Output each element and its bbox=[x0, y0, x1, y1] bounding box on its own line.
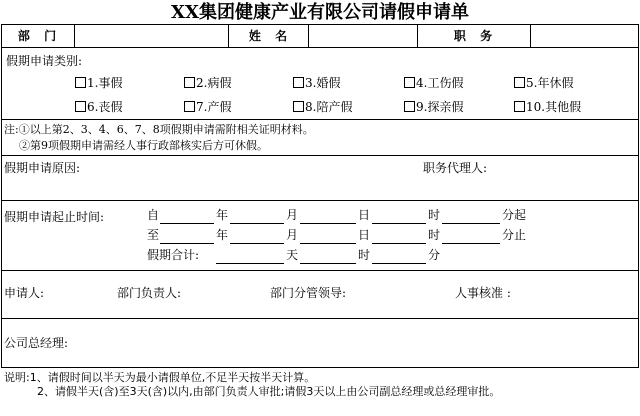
position-field[interactable] bbox=[531, 25, 637, 46]
leave-type-label-9: 9.探亲假 bbox=[416, 100, 464, 114]
leave-types-label: 假期申请类别: bbox=[6, 54, 83, 68]
time-bottom bbox=[1, 270, 639, 271]
approvals-bottom bbox=[1, 318, 639, 319]
department-field[interactable] bbox=[75, 25, 227, 46]
reason-label: 假期申请原因: bbox=[4, 161, 81, 175]
start-month-input[interactable] bbox=[230, 223, 284, 224]
end-minute-input[interactable] bbox=[442, 243, 500, 244]
end-month-unit: 月 bbox=[286, 228, 299, 242]
form-title: XX集团健康产业有限公司请假申请单 bbox=[171, 2, 469, 23]
total-hours-input[interactable] bbox=[300, 263, 356, 264]
reason-field[interactable] bbox=[90, 158, 410, 198]
time-label: 假期申请起止时间: bbox=[4, 210, 105, 224]
start-hour-unit: 时 bbox=[428, 208, 441, 222]
leave-type-checkbox-2[interactable] bbox=[184, 77, 195, 88]
end-hour-input[interactable] bbox=[372, 243, 426, 244]
leave-type-label-10: 10.其他假 bbox=[526, 100, 582, 114]
agent-field[interactable] bbox=[500, 158, 634, 198]
total-hours-unit: 时 bbox=[358, 248, 371, 262]
note-line-1: 注:①以上第2、3、4、6、7、8项假期申请需附相关证明材料。 bbox=[4, 123, 314, 136]
start-hour-input[interactable] bbox=[372, 223, 426, 224]
end-minute-unit: 分止 bbox=[502, 228, 527, 242]
note-line-2: ②第9项假期申请需经人事行政部核实后方可休假。 bbox=[19, 139, 268, 152]
dept-head-label: 部门负责人: bbox=[117, 286, 182, 300]
end-hour-unit: 时 bbox=[428, 228, 441, 242]
table-bottom-border bbox=[1, 367, 639, 368]
leave-type-label-1: 1.事假 bbox=[87, 76, 123, 90]
start-minute-unit: 分起 bbox=[502, 208, 527, 222]
start-minute-input[interactable] bbox=[442, 223, 500, 224]
agent-label: 职务代理人: bbox=[423, 161, 488, 175]
footer-note-1: 说明:1、请假时间以半天为最小请假单位,不足半天按半天计算。 bbox=[4, 371, 316, 384]
leave-type-label-6: 6.丧假 bbox=[87, 100, 123, 114]
leave-type-checkbox-8[interactable] bbox=[293, 101, 304, 112]
leave-type-checkbox-10[interactable] bbox=[514, 101, 525, 112]
name-label: 姓 名 bbox=[248, 29, 288, 43]
leave-type-label-4: 4.工伤假 bbox=[416, 76, 464, 90]
end-day-unit: 日 bbox=[358, 228, 371, 242]
total-days-unit: 天 bbox=[286, 248, 299, 262]
end-day-input[interactable] bbox=[300, 243, 356, 244]
notes-bottom bbox=[1, 155, 639, 156]
hr-approval-label: 人事核准 : bbox=[455, 286, 511, 300]
leave-type-checkbox-3[interactable] bbox=[293, 77, 304, 88]
start-month-unit: 月 bbox=[286, 208, 299, 222]
leave-type-checkbox-1[interactable] bbox=[75, 77, 86, 88]
position-label: 职 务 bbox=[453, 29, 493, 43]
leave-type-checkbox-9[interactable] bbox=[404, 101, 415, 112]
leave-type-label-7: 7.产假 bbox=[196, 100, 232, 114]
leave-types-bottom bbox=[1, 119, 639, 120]
start-day-unit: 日 bbox=[358, 208, 371, 222]
end-month-input[interactable] bbox=[230, 243, 284, 244]
total-label: 假期合计: bbox=[147, 248, 200, 262]
footer-note-2: 2、请假半天(含)至3天(含)以内,由部门负责人审批;请假3天以上由公司副总经理或总经理审批。 bbox=[37, 385, 501, 398]
reason-bottom bbox=[1, 200, 639, 201]
total-minutes-input[interactable] bbox=[372, 263, 426, 264]
start-prefix: 自 bbox=[147, 208, 160, 222]
table-left-border bbox=[1, 24, 2, 368]
leave-type-label-3: 3.婚假 bbox=[305, 76, 341, 90]
end-prefix: 至 bbox=[147, 228, 160, 242]
end-year-unit: 年 bbox=[216, 228, 229, 242]
end-year-input[interactable] bbox=[160, 243, 214, 244]
total-minutes-unit: 分 bbox=[428, 248, 441, 262]
table-right-border bbox=[638, 24, 639, 368]
leave-type-label-8: 8.陪产假 bbox=[305, 100, 353, 114]
division-leader-label: 部门分管领导: bbox=[270, 286, 347, 300]
leave-type-checkbox-5[interactable] bbox=[514, 77, 525, 88]
leave-type-checkbox-7[interactable] bbox=[184, 101, 195, 112]
department-label: 部 门 bbox=[17, 29, 57, 43]
row1-bottom bbox=[1, 47, 639, 48]
leave-type-label-5: 5.年休假 bbox=[526, 76, 574, 90]
start-year-input[interactable] bbox=[160, 223, 214, 224]
gm-label: 公司总经理: bbox=[4, 336, 69, 350]
leave-type-checkbox-6[interactable] bbox=[75, 101, 86, 112]
name-field[interactable] bbox=[309, 25, 416, 46]
applicant-label: 申请人: bbox=[4, 286, 45, 300]
leave-type-label-2: 2.病假 bbox=[196, 76, 232, 90]
leave-type-checkbox-4[interactable] bbox=[404, 77, 415, 88]
start-day-input[interactable] bbox=[300, 223, 356, 224]
start-year-unit: 年 bbox=[216, 208, 229, 222]
total-days-input[interactable] bbox=[216, 263, 284, 264]
